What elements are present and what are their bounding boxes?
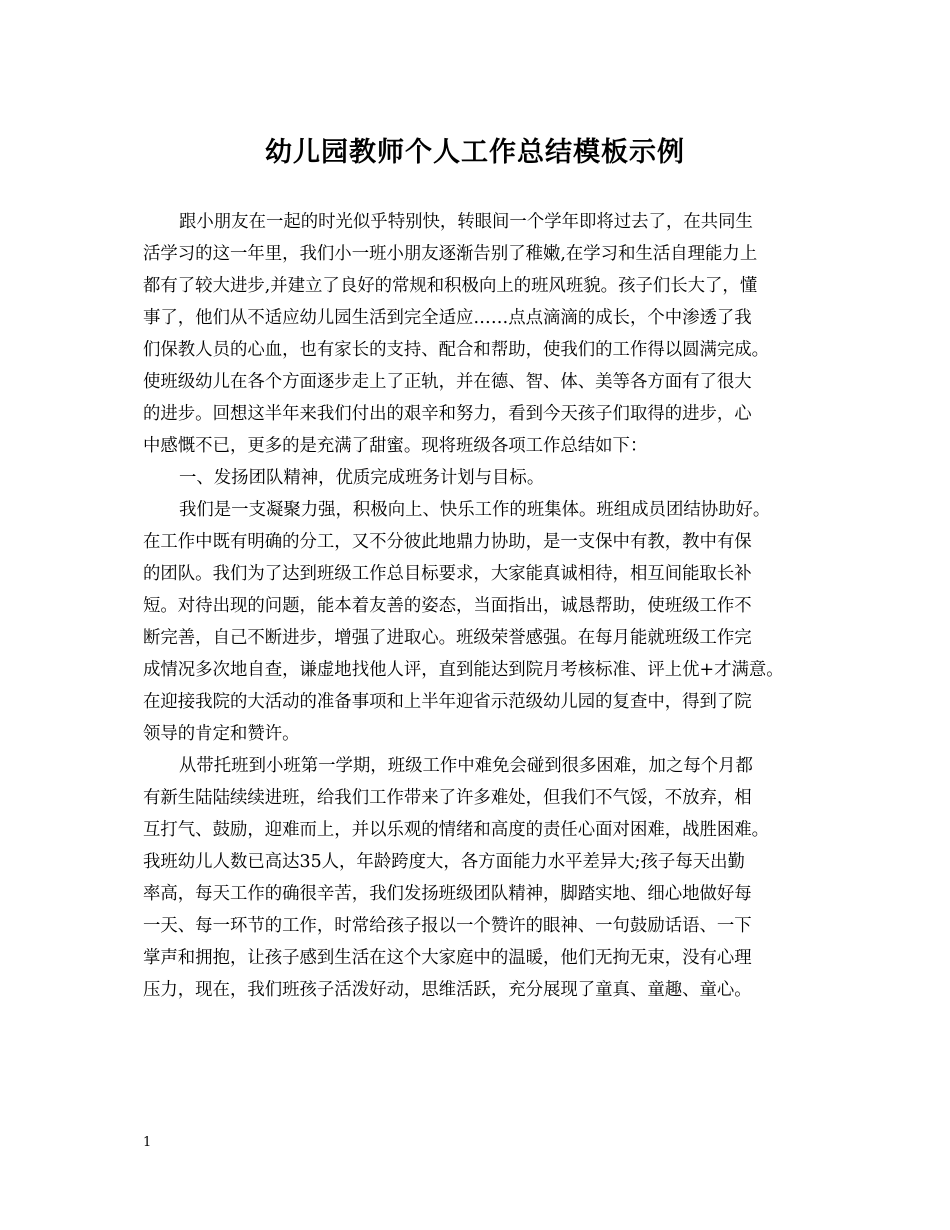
body-text-line: 活学习的这一年里，我们小一班小朋友逐渐告别了稚嫩,在学习和生活自理能力上: [143, 244, 758, 264]
body-text-line: 互打气、鼓励，迎难而上，并以乐观的情绪和高度的责任心面对困难，战胜困难。: [143, 820, 770, 840]
body-text-line: 我们是一支凝聚力强，积极向上、快乐工作的班集体。班组成员团结协助好。: [179, 500, 771, 520]
body-text-line: 成情况多次地自查，谦虚地找他人评，直到能达到院月考核标准、评上优+才满意。: [143, 660, 784, 680]
body-text-line: 的团队。我们为了达到班级工作总目标要求，大家能真诚相待，相互间能取长补: [143, 564, 752, 584]
body-text-line: 们保教人员的心血，也有家长的支持、配合和帮助，使我们的工作得以圆满完成。: [143, 340, 770, 360]
body-text-line: 率高，每天工作的确很辛苦，我们发扬班级团队精神，脚踏实地、细心地做好每: [143, 884, 752, 904]
body-text-line: 在迎接我院的大活动的准备事项和上半年迎省示范级幼儿园的复查中，得到了院: [143, 692, 752, 712]
body-text-line: 断完善，自己不断进步，增强了进取心。班级荣誉感强。在每月能就班级工作完: [143, 628, 752, 648]
body-text-line: 掌声和拥抱，让孩子感到生活在这个大家庭中的温暖，他们无拘无束，没有心理: [143, 948, 752, 968]
body-text-line: 压力，现在，我们班孩子活泼好动，思维活跃，充分展现了童真、童趣、童心。: [143, 980, 752, 1000]
body-text-line: 使班级幼儿在各个方面逐步走上了正轨，并在德、智、体、美等各方面有了很大: [143, 372, 752, 392]
body-text-line: 一、发扬团队精神，优质完成班务计划与目标。: [179, 468, 545, 488]
body-text-line: 我班幼儿人数已高达35人，年龄跨度大，各方面能力水平差异大;孩子每天出勤: [143, 852, 745, 872]
body-text-line: 有新生陆陆续续进班，给我们工作带来了许多难处，但我们不气馁，不放弃，相: [143, 788, 752, 808]
body-text-line: 短。对待出现的问题，能本着友善的姿态，当面指出，诚恳帮助，使班级工作不: [143, 596, 752, 616]
body-text-line: 事了，他们从不适应幼儿园生活到完全适应……点点滴滴的成长，个中渗透了我: [143, 308, 752, 328]
page-number: 1: [143, 1135, 152, 1150]
document-title: 幼儿园教师个人工作总结模板示例: [265, 137, 685, 168]
body-text-line: 领导的肯定和赞许。: [143, 724, 300, 744]
body-text-line: 中感慨不已，更多的是充满了甜蜜。现将班级各项工作总结如下：: [143, 436, 648, 456]
document-body: [143, 206, 823, 1006]
body-text-line: 从带托班到小班第一学期，班级工作中难免会碰到很多困难，加之每个月都: [179, 756, 753, 776]
body-text-line: 的进步。回想这半年来我们付出的艰辛和努力，看到今天孩子们取得的进步，心: [143, 404, 752, 424]
body-text-line: 都有了较大进步,并建立了良好的常规和积极向上的班风班貌。孩子们长大了，懂: [143, 276, 758, 296]
body-text-line: 在工作中既有明确的分工，又不分彼此地鼎力协助，是一支保中有教，教中有保: [143, 532, 752, 552]
body-text-line: 一天、每一环节的工作，时常给孩子报以一个赞许的眼神、一句鼓励话语、一下: [143, 916, 752, 936]
body-text-line: 跟小朋友在一起的时光似乎特别快，转眼间一个学年即将过去了，在共同生: [179, 212, 753, 232]
